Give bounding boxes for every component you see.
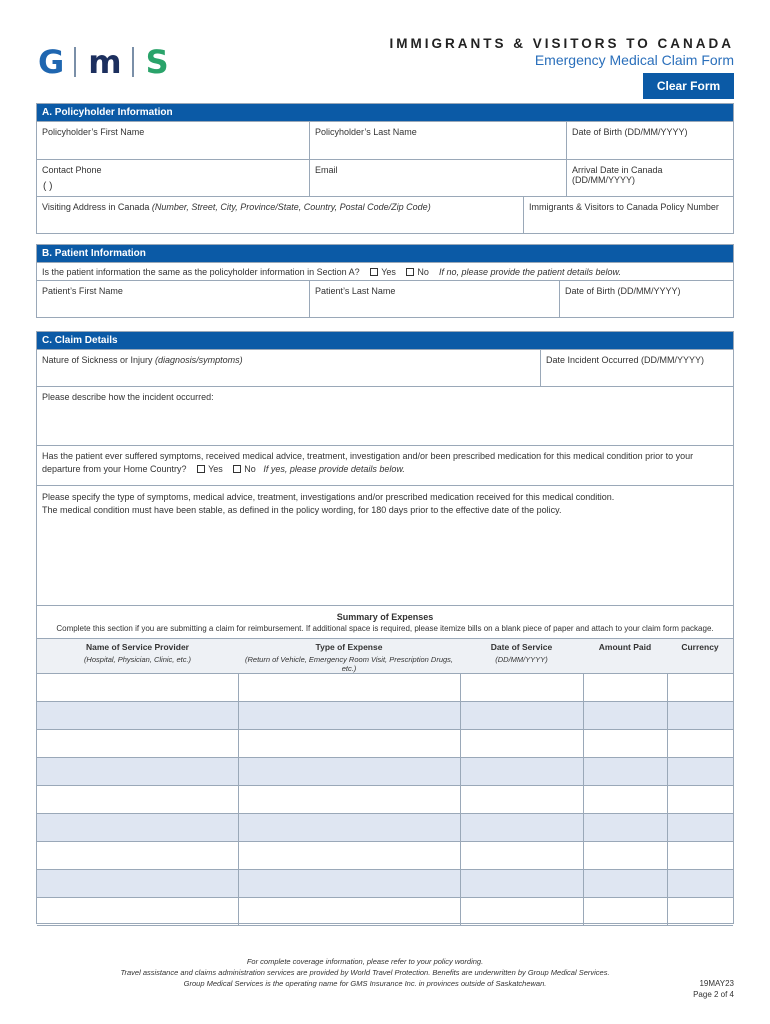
col-currency: Currency	[667, 639, 733, 674]
table-cell[interactable]	[460, 898, 583, 926]
table-row	[37, 758, 733, 786]
table-cell[interactable]	[37, 730, 238, 758]
table-cell[interactable]	[667, 870, 733, 898]
col-service-provider: Name of Service Provider (Hospital, Physician, Clinic, etc.)	[37, 639, 238, 674]
incident-description-field[interactable]: Please describe how the incident occurred:	[42, 392, 214, 402]
section-b-header: B. Patient Information	[37, 245, 733, 262]
prior-no-checkbox[interactable]	[233, 465, 241, 473]
table-cell[interactable]	[37, 786, 238, 814]
table-row	[37, 870, 733, 898]
table-cell[interactable]	[667, 842, 733, 870]
summary-title: Summary of Expenses	[336, 612, 434, 622]
logo-letter-g: G	[38, 43, 65, 81]
gms-logo	[38, 43, 178, 81]
table-cell[interactable]	[667, 814, 733, 842]
no-checkbox[interactable]	[406, 268, 414, 276]
table-row	[37, 898, 733, 926]
table-cell[interactable]	[37, 870, 238, 898]
table-cell[interactable]	[238, 702, 460, 730]
table-row	[37, 814, 733, 842]
logo-letter-s: S	[145, 43, 169, 81]
nature-of-sickness-field[interactable]: Nature of Sickness or Injury (diagnosis/symptoms)	[42, 355, 243, 365]
table-cell[interactable]	[37, 674, 238, 702]
prior-condition-question: Has the patient ever suffered symptoms, received medical advice, treatment, investigation and/or been prescribed medication for this medical condition prior to your departure from your Home Country? Yes No If yes, please provide details below.	[42, 451, 694, 474]
logo-letter-m: m	[88, 43, 122, 81]
table-cell[interactable]	[238, 898, 460, 926]
table-cell[interactable]	[238, 870, 460, 898]
table-cell[interactable]	[583, 758, 667, 786]
table-cell[interactable]	[460, 674, 583, 702]
page-info	[693, 978, 734, 1000]
summary-of-expenses	[37, 605, 733, 926]
table-row	[37, 674, 733, 702]
footer-line: Group Medical Services is the operating name for GMS Insurance Inc. in provinces outside of Saskatchewan.	[183, 979, 547, 988]
table-cell[interactable]	[460, 702, 583, 730]
table-cell[interactable]	[238, 730, 460, 758]
table-cell[interactable]	[37, 702, 238, 730]
col-expense-type: Type of Expense (Return of Vehicle, Emergency Room Visit, Prescription Drugs, etc.)	[238, 639, 460, 674]
policy-number-field[interactable]: Immigrants & Visitors to Canada Policy Number	[523, 197, 733, 233]
table-cell[interactable]	[37, 814, 238, 842]
table-cell[interactable]	[667, 786, 733, 814]
col-date-of-service: Date of Service (DD/MM/YYYY)	[460, 639, 583, 674]
footer-line: For complete coverage information, please refer to your policy wording.	[246, 957, 484, 966]
table-cell[interactable]	[583, 786, 667, 814]
table-row	[37, 702, 733, 730]
clear-form-button[interactable]: Clear Form	[643, 73, 734, 99]
form-version-code: 19MAY23	[699, 979, 734, 988]
same-as-policyholder-question: Is the patient information the same as the policyholder information in Section A? Yes No If no, please provide the patient details below.	[42, 267, 622, 277]
contact-phone-field[interactable]: Contact Phone ( )	[42, 165, 102, 192]
phone-area-code-parens: ( )	[43, 181, 53, 192]
patient-first-name-field[interactable]: Patient’s First Name	[42, 286, 123, 296]
footer-notes	[100, 956, 630, 989]
section-c-header: C. Claim Details	[37, 332, 733, 349]
patient-dob-field[interactable]: Date of Birth (DD/MM/YYYY)	[559, 281, 733, 317]
table-cell[interactable]	[37, 898, 238, 926]
email-field[interactable]: Email	[309, 160, 566, 196]
table-cell[interactable]	[460, 814, 583, 842]
table-cell[interactable]	[37, 842, 238, 870]
summary-instructions: Complete this section if you are submitting a claim for reimbursement. If additional space is required, please itemize bills on a blank piece of paper and attach to your claim form package.	[56, 624, 714, 633]
table-cell[interactable]	[667, 702, 733, 730]
table-cell[interactable]	[667, 758, 733, 786]
date-incident-field[interactable]: Date Incident Occurred (DD/MM/YYYY)	[540, 350, 733, 386]
footer-line: Travel assistance and claims administration services are provided by World Travel Protection. Benefits are underwritten by Group Medical Services.	[120, 968, 610, 977]
table-cell[interactable]	[238, 786, 460, 814]
table-cell[interactable]	[583, 898, 667, 926]
section-patient	[36, 244, 734, 318]
table-cell[interactable]	[238, 814, 460, 842]
form-title: IMMIGRANTS & VISITORS TO CANADA	[389, 36, 734, 51]
table-cell[interactable]	[37, 758, 238, 786]
logo-divider	[74, 47, 76, 77]
table-cell[interactable]	[667, 898, 733, 926]
table-cell[interactable]	[238, 842, 460, 870]
table-cell[interactable]	[460, 786, 583, 814]
table-row	[37, 842, 733, 870]
policyholder-dob-field[interactable]: Date of Birth (DD/MM/YYYY)	[566, 122, 733, 159]
table-cell[interactable]	[667, 730, 733, 758]
table-cell[interactable]	[460, 758, 583, 786]
table-cell[interactable]	[460, 842, 583, 870]
table-cell[interactable]	[238, 758, 460, 786]
patient-last-name-field[interactable]: Patient’s Last Name	[309, 281, 559, 317]
prior-yes-checkbox[interactable]	[197, 465, 205, 473]
col-amount-paid: Amount Paid	[583, 639, 667, 674]
table-cell[interactable]	[460, 730, 583, 758]
page-number: Page 2 of 4	[693, 990, 734, 999]
prior-condition-details-field[interactable]: Please specify the type of symptoms, medical advice, treatment, investigations and/or prescribed medication received for this medical condition. The medical condition must have been stable, as defined in the policy wording, for 180 days prior to the effective date of the policy.	[42, 492, 615, 515]
expenses-table	[37, 638, 733, 926]
table-cell[interactable]	[583, 870, 667, 898]
logo-divider	[132, 47, 134, 77]
form-subtitle: Emergency Medical Claim Form	[534, 52, 734, 68]
visiting-address-field[interactable]: Visiting Address in Canada (Number, Street, City, Province/State, Country, Postal Code/Zip Code)	[42, 202, 431, 212]
table-cell[interactable]	[583, 730, 667, 758]
table-cell[interactable]	[460, 870, 583, 898]
arrival-date-field[interactable]: Arrival Date in Canada (DD/MM/YYYY)	[566, 160, 733, 196]
table-cell[interactable]	[238, 674, 460, 702]
table-row	[37, 730, 733, 758]
table-cell[interactable]	[583, 814, 667, 842]
table-cell[interactable]	[667, 674, 733, 702]
policyholder-last-name-field[interactable]: Policyholder’s Last Name	[309, 122, 566, 159]
yes-checkbox[interactable]	[370, 268, 378, 276]
table-cell[interactable]	[583, 674, 667, 702]
section-a-header: A. Policyholder Information	[37, 104, 733, 121]
section-claim-details	[36, 331, 734, 924]
table-cell[interactable]	[583, 702, 667, 730]
policyholder-first-name-field[interactable]: Policyholder’s First Name	[42, 127, 145, 137]
table-cell[interactable]	[583, 842, 667, 870]
table-row	[37, 786, 733, 814]
section-policyholder	[36, 103, 734, 234]
